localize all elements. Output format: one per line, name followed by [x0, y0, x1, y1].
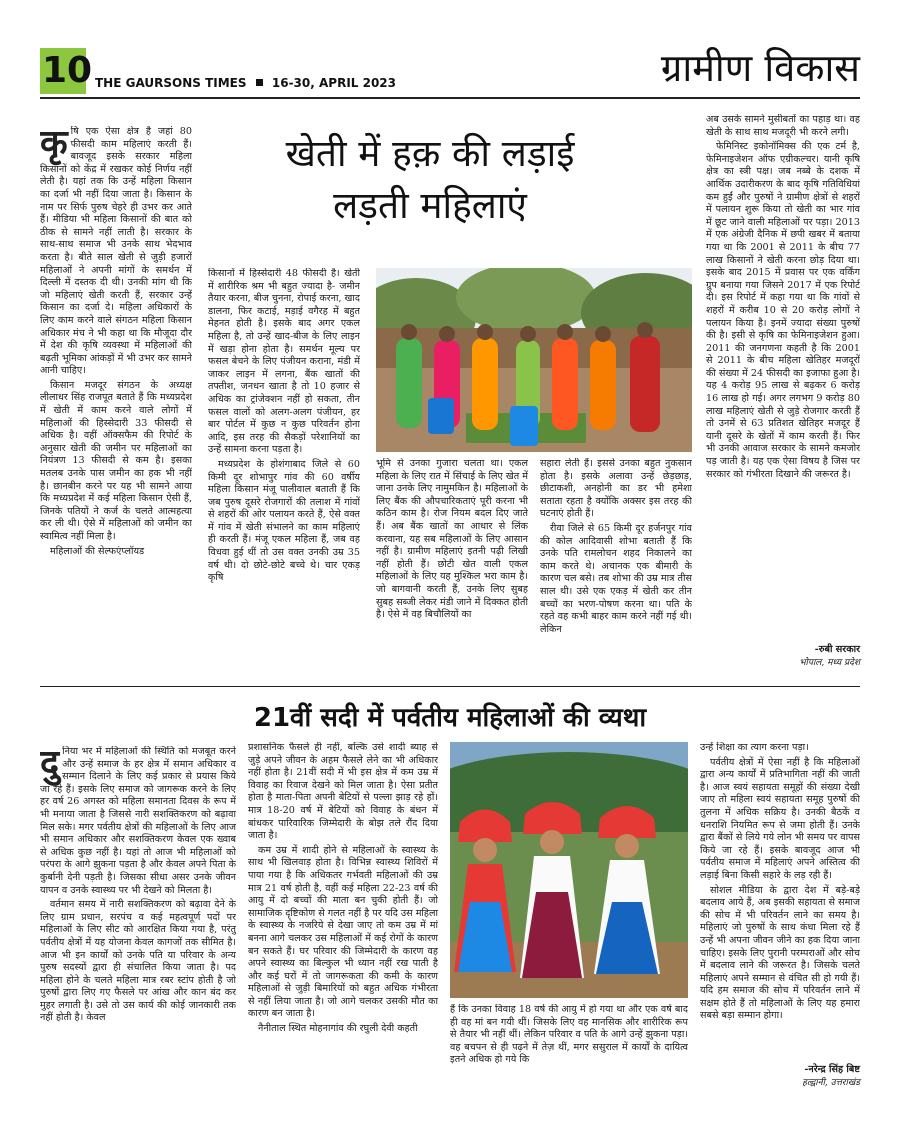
author-name: -नरेन्द्र सिंह बिष्ट — [804, 1064, 860, 1075]
issue-date: 16-30, APRIL 2023 — [271, 76, 396, 90]
paragraph: प्रशासनिक फैसले ही नहीं, बल्कि उसे शादी ब्याह से जुड़े अपने जीवन के अहम फैसले लेने का भी अधिकार नहीं होता है। 21वीं सदी में भी इस क्षेत्र में कम उम्र में विवाह का रिवाज देखने को मिल जाता है। ऐसा प्रतीत होता है माता-पिता अपनी बेटियों से पल्ला झाड़ रहे हों। मात्र 18-20 वर्ष में बेटियों को विवाह के बंधन में बांधकर पारिवारिक जिम्मेदारी के बोझ तले रौंद दिया जाता है। — [248, 742, 438, 842]
page-number-badge — [40, 48, 93, 94]
article1-col1 — [40, 126, 192, 672]
paragraph: उन्हें शिक्षा का त्याग करना पड़ा। — [700, 742, 809, 753]
article2-headline: 21वीं सदी में पर्वतीय महिलाओं की व्यथा — [253, 703, 647, 733]
headline-line-1: खेती में हक़ की लड़ाई — [285, 132, 575, 175]
separator-square — [256, 79, 263, 86]
farm-women-photo — [376, 268, 692, 452]
article-divider — [40, 686, 860, 687]
author-name: -रुबी सरकार — [814, 644, 860, 655]
article1-col5 — [706, 114, 860, 638]
paragraph: रीवा जिले से 65 किमी दूर हर्जनपुर गांव की कोल आदिवासी शोभा बताती हैं कि उनके पति रामलोचन शहद निकालने का काम करते थे। अचानक एक बीमारी के कारण चल बसे। तब शोभा की उम्र मात्र तीस साल थी। उसे एक एकड़ में खेती कर तीन बच्चों का भरण-पोषण करना था। पति के रहते वह कभी बाहर काम करने नहीं गई थी। लेकिन — [540, 522, 692, 635]
article2-col2 — [248, 742, 438, 1090]
paragraph: पर्वतीय क्षेत्रों में ऐसा नहीं है कि महिलाओं द्वारा अन्य कार्यों में प्रतिभागिता नहीं की जाती है। आज स्वयं सहायता समूहों की संख्या देखी जाए तो महिला स्वयं सहायता समूह पुरुषों की तुलना में अधिक सक्रिय है। उनकी बैठकें व धनराशि नियमित रूप से जमा होती हैं। उनके द्वारा बैंकों से लिये गये लोन भी समय पर वापस किये जा रहे हैं। इसके बावजूद आज भी पर्वतीय समाज में महिलाएं अपने अस्तित्व की लड़ाई बिना किसी सहारे के लड़ रही हैं। — [700, 756, 860, 881]
paragraph: सोशल मीडिया के द्वारा देश में बड़े-बड़े बदलाव आये हैं, अब इसकी सहायता से समाज की सोच में भी परिवर्तन लाने का समय है। महिलाएं जो पुरुषों के साथ कंधा मिला रहे हैं उन्हें भी अपना जीवन जीने का हक दिया जाना चाहिए। इसके लिए पुरानी परम्पराओं और सोच में बदलाव लाने की जरूरत है। जिसके चलते महिलाएं अपने सम्मान से वंचित सी हो गयी हैं। यदि हम समाज की सोच में परिवर्तन लाने में सक्षम होते हैं तो महिलाओं के लिए यह हमारा सबसे बड़ा सम्मान होगा। — [700, 884, 860, 1022]
paragraph: वर्तमान समय में नारी सशक्तिकरण को बढ़ावा देने के लिए ग्राम प्रधान, सरपंच व कई महत्वपूर्ण पदों पर महिलाओं के लिए सीट को आरक्षित किया गया है, परंतु पर्वतीय क्षेत्रों में यह योजना केवल कागजों तक सीमित है। आज भी इन कार्यों को उनके पति या परिवार के अन्य पुरुष सदस्यों द्वारा ही संचालित किया जाता है। पद महिला होने के चलते महिला मात्र रबर स्टांप होती है जो पुरुषों द्वारा लिए गए फैसले पर आंख और कान बंद कर मुहर लगाती है। उसे तो उस कार्य की कोई जानकारी तक नहीं होती है। केवल — [40, 899, 236, 1024]
article2-col4 — [700, 742, 860, 1062]
paragraph: किसानों में हिस्सेदारी 48 फीसदी है। खेती में शारीरिक श्रम भी बहुत ज्यादा है- जमीन तैयार करना, बीज चुनना, रोपाई करना, खाद डालना, फिर कटाई, मड़ाई वगैरह में बहुत मेहनत होती है। इसके बाद अगर एकल महिला है, तो उन्हें खाद-बीज के लिए लाइन में खड़ा होना होता है। समर्थन मूल्य पर फसल बेचने के लिए पंजीयन कराना, मंडी में जाकर लाइन में लगना, बैंक खातों की तफ्तीश, जनधन खाता है तो 10 हजार से अधिक का ट्रांजेक्शन नहीं हो सकता, तीन फसल वालों को अलग-अलग पंजीयन, हर बार पोर्टल में कुछ न कुछ परिवर्तन होना आदि, इस तरह की सैकड़ों परेशानियों का उन्हें सामना करना पड़ता है। — [208, 268, 360, 456]
mountain-women-illustration — [450, 742, 688, 998]
paragraph: भूमि से उनका गुजारा चलता था। एकल महिला के लिए रात में सिंचाई के लिए खेत में जाना उनके लिए नामुमकिन है। महिलाओं के लिए बैंक की औपचारिकताएं पूरी करना भी कठिन काम है। रोज नियम बदल दिए जाते हैं। अब बैंक खातों का आधार से लिंक करवाना, यह सब महिलाओं के लिए आसान नहीं है। ग्रामीण महिलाएं इतनी पढ़ी लिखी नहीं होती हैं। छोटी खेत वाली एकल महिलाओं के लिए यह मुश्किल भरा काम है। जो बागवानी करती हैं, उनके लिए सुबह सुबह सब्जी लेकर मंडी जाने में दिक्कत होती है। ऐसे में वह बिचौलियों का — [376, 458, 528, 621]
paragraph: अब उसके सामने मुसीबतों का पहाड़ था। वह खेती के साथ साथ मजदूरी भी करने लगी। — [706, 114, 860, 138]
paragraph: किसान मजदूर संगठन के अध्यक्ष लीलाधर सिंह राजपूत बताते हैं कि मध्यप्रदेश में खेती में काम करने वाले लोगों में महिलाओं की हिस्सेदारी 33 फीसदी से अधिक है। वहीं ऑक्सफैम की रिपोर्ट के अनुसार खेती की जमीन पर महिलाओं का नियंत्रण 13 फीसदी से कम है। इसका मतलब उनके पास जमीन का हक भी नहीं है। छानबीन करने पर यह भी सामने आया कि मध्यप्रदेश में कई महिला किसान ऐसी हैं, जिनके पतियों ने कर्ज के चलते आत्महत्या कर ली थी। ऐसे में महिलाओं को जमीन का स्वामित्व नहीं मिला है। — [40, 379, 192, 542]
drop-cap: दु — [40, 746, 60, 784]
author-location: हल्द्वानी, उत्तराखंड — [802, 1078, 860, 1088]
paragraph: निया भर में महिलाओं की स्थिति को मजबूत करने और उन्हें समाज के हर क्षेत्र में समान अधिकार व सम्मान दिलाने के लिए कई प्रकार से प्रयास किये जा रहे हैं। इसके लिए समाज को जागरूक करने के लिए हर वर्ष 26 अगस्त को महिला समानता दिवस के रूप में भी मनाया जाता है जिससे नारी सशक्तिकरण को बढ़ावा मिल सके। मगर पर्वतीय क्षेत्रों की महिलाओं के लिए आज भी समान अधिकार और सशक्तिकरण केवल एक ख्वाब से अधिक कुछ नहीं है। यहां तो आज भी महिलाओं को परंपरा के आगे झुकना पड़ता है और केवल अपने पिता के कुर्बानी देनी पड़ती है। जिसका सीधा असर उनके जीवन यापन व उनके स्वास्थ्य पर भी देखने को मिलता है। — [40, 746, 236, 896]
paragraph: हैं कि उनका विवाह 18 वर्ष की आयु में हो गया था और एक वर्ष बाद ही वह मां बन गयी थीं। जिसके लिए वह मानसिक और शारीरिक रूप से तैयार भी नहीं थीं। लेकिन परिवार व पति के आगे उन्हें झुकना पड़ा। वह बचपन से ही पढ़ने में तेज़ थीं, मगर ससुराल में कार्यों के दायित्व इतने अधिक हो गये कि — [450, 1004, 688, 1066]
article1-headline — [200, 128, 660, 232]
article1-byline — [706, 642, 860, 668]
page-number: 10 — [42, 50, 93, 91]
article2-col3 — [450, 1004, 688, 1090]
farm-women-illustration — [376, 268, 692, 452]
article1-col2 — [208, 268, 360, 672]
paragraph: मध्यप्रदेश के होशंगाबाद जिले से 60 किमी दूर शोभापुर गांव की 60 वर्षीय महिला किसान मंजू पालीवाल बताती हैं कि जब पुरुष दूसरे रोजगारों की तलाश में गांवों से शहरों की ओर पलायन करते हैं, ऐसे वक्त में गांव में खेती संभालने का काम महिलाएं ही करती हैं। मंजू एकल महिला हैं, जब वह विधवा हुई थीं तो उस वक्त उनकी उम्र 35 वर्ष थी। दो छोटे-छोटे बच्चे थे। चार एकड़ कृषि — [208, 458, 360, 584]
masthead — [40, 48, 860, 96]
article2-byline — [700, 1062, 860, 1088]
section-title: ग्रामीण विकास — [660, 46, 860, 90]
article2-col1 — [40, 746, 236, 1090]
girl-figures — [454, 802, 660, 978]
paragraph: सहारा लेती हैं। इससे उनका बहुत नुकसान होता है। इसके अलावा उन्हें छेड़छाड़, छीटाकशी, अनहोनी का डर भी हमेशा सताता रहता है क्योंकि अक्सर इस तरह की घटनाएं होती हैं। — [540, 458, 692, 520]
paragraph: फेमिनिस्ट इकोनॉमिक्स की एक टर्म है, फेमिनाइजेशन ऑफ एग्रीकल्चर। यानी कृषि क्षेत्र का स्त्री पक्ष। जब नब्बे के दशक में आर्थिक उदारीकरण के बाद कृषि गतिविधियां कम हुईं और पुरुषों ने ग्रामीण क्षेत्रों से शहरों में पलायन शुरू किया तो खेती का भार गांव में छूट जाने वाली महिलाओं पर पड़ा। 2013 में एक अंग्रेजी दैनिक में छपी खबर में बताया गया था कि 2001 से 2011 के बीच 77 लाख किसानों ने खेती करना छोड़ दिया था। इसके बाद 2015 में प्रवास पर एक वर्किंग ग्रुप बनाया गया जिसने 2017 में एक रिपोर्ट दी। इस रिपोर्ट में कहा गया था कि गांवों से शहरों में करीब 10 से 20 करोड़ लोगों ने पलायन किया है। इनमें ज्यादा संख्या पुरुषों की है। इसी से कृषि का फेमिनाइजेशन हुआ। 2011 की जनगणना कहती है कि 2001 से 2011 के बीच महिला खेतिहर मजदूरों की संख्या में 24 फीसदी का इजाफा हुआ है। यह 4 करोड़ 95 लाख से बढ़कर 6 करोड़ 16 लाख हो गई। अगर लगभग 9 करोड़ 80 लाख महिलाएं खेती से जुड़े रोजगार करती हैं तो उनमें से 63 प्रतिशत खेतिहर मजदूर हैं यानी दूसरे के खेतों में काम करती हैं। फिर भी उनकी आवाज सरकार के सामने कमजोर पड़ जाती है। यह एक ऐसा विषय है जिस पर सरकार को गंभीरता दिखाने की जरूरत है। — [706, 141, 860, 480]
paper-title: THE GAURSONS TIMES — [95, 76, 247, 90]
paragraph: षि एक ऐसा क्षेत्र है जहां 80 फीसदी काम महिलाएं करती हैं। बावजूद इसके सरकार महिला किसानों को केंद्र में रखकर कोई निर्णय नहीं लेती है। यहां तक कि उन्हें महिला किसान का दर्जा भी नहीं दिया जाता है। किसान के नाम पर सिर्फ पुरुष चेहरे ही उभर कर आते हैं। मीडिया भी महिला किसानों की बात को ठीक से सामने नहीं लाती है। सरकार के साथ-साथ समाज भी उनके साथ भेदभाव करता है। बीते साल खेती से जुड़ी हजारों महिलाओं ने अपनी मांगों के समर्थन में दिल्ली में दस्तक दी थी। उनकी मांग थी कि जो महिलाएं खेती करती हैं, सरकार उन्हें किसान का दर्जा दे। महिला अधिकारों के लिए काम करने वाले संगठन महिला किसान अधिकार मंच ने भी कहा था कि मौजूदा दौर में देश की कृषि व्यवस्था में महिलाओं की बढ़ती भूमिका आंकड़ों में भी उभर कर सामने आनी चाहिए। — [40, 126, 192, 377]
headline-line-2: लड़ती महिलाएं — [333, 184, 527, 227]
paragraph: नैनीताल स्थित मोहनागांव की रघुली देवी कहती — [258, 1023, 418, 1035]
mountain-women-photo — [450, 742, 688, 998]
author-location: भोपाल, मध्य प्रदेश — [799, 658, 860, 668]
article1-col4 — [540, 458, 692, 672]
masthead-rule — [40, 97, 860, 99]
paper-name — [95, 76, 396, 90]
paragraph: कम उम्र में शादी होने से महिलाओं के स्वास्थ्य के साथ भी खिलवाड़ होता है। विभिन्न स्वास्थ्य शिविरों में पाया गया है कि अधिकतर गर्भवती महिलाओं की उम्र मात्र 21 वर्ष होती है, वहीं कई महिला 22-23 वर्ष की आयु में दो बच्चों की माता बन चुकी होती हैं। जो सामाजिक दृष्टिकोण से गलत नहीं है पर यदि उस महिला के स्वास्थ्य के नजरिये से देखा जाए तो कम उम्र में मां बनना आगे चलकर उस महिलाओं में कई रोगों के कारण बन सकते हैं। घर परिवार की जिम्मेदारी के कारण वह अपने स्वास्थ्य का बिल्कुल भी ध्यान नहीं रख पाती है और कई घरों में तो जागरूकता की कमी के कारण महिलाओं से जुड़ी बिमारियों को बहुत अधिक गंभीरता से नहीं लिया जाता है। जो आगे चलकर उसकी मौत का कारण बन जाता है। — [248, 844, 438, 1020]
paragraph: महिलाओं की सेल्फएंप्लॉयड — [50, 545, 145, 557]
drop-cap: कृ — [40, 126, 68, 164]
article1-col3 — [376, 458, 528, 672]
